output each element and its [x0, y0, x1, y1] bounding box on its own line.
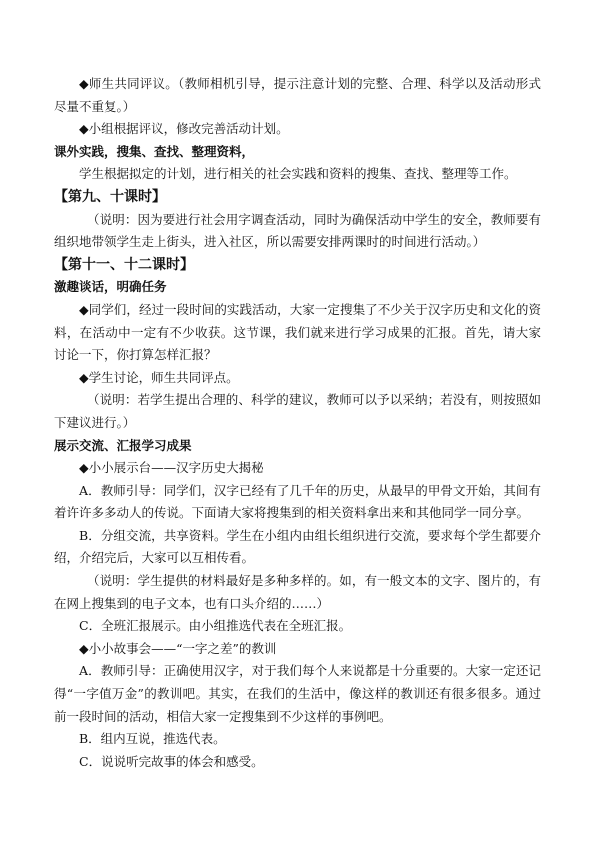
section-heading-task: 激趣谈话，明确任务: [54, 279, 167, 295]
paragraph-step-c: C．全班汇报展示。由小组推选代表在全班汇报。: [79, 618, 352, 634]
lesson-heading-9-10: 【第九、十课时】: [54, 188, 166, 205]
paragraph-discussion: ◆学生讨论，师生共同评点。: [79, 369, 239, 385]
paragraph-story-a: A．教师引导：正确使用汉字，对于我们每个人来说都是十分重要的。大家一定还记得“一字值万金”的教训吧。其实，在我们的生活中，像这样的教训还有很多很多。通过前一段时间的活动，相信大家一定搜集到不少这样的事例吧。: [54, 663, 541, 724]
paragraph-note-survey: （说明：因为要进行社会用字调查活动，同时为确保活动中学生的安全，教师要有组织地带领学生走上街头，进入社区，所以需要安排两课时的时间进行活动。）: [54, 211, 541, 250]
paragraph-note-suggestion: （说明：若学生提出合理的、科学的建议，教师可以予以采纳；若没有，则按照如下建议进行。）: [54, 392, 541, 430]
paragraph-story-c: C．说说听完故事的体会和感受。: [79, 753, 264, 769]
paragraph-story-title: ◆小小故事会——“一字之差”的教训: [79, 640, 277, 656]
section-heading-report: 展示交流、汇报学习成果: [54, 437, 192, 453]
paragraph-step-b: B．分组交流，共享资料。学生在小组内由组长组织进行交流，要求每个学生都要介绍，介绍完后，大家可以互相传看。: [54, 527, 541, 566]
paragraph-intro: ◆同学们，经过一段时间的实践活动，大家一定搜集了不少关于汉字历史和文化的资料，在活动中一定有不少收获。这节课，我们就来进行学习成果的汇报。首先，请大家讨论一下，你打算怎样汇报？: [54, 301, 541, 363]
lesson-heading-11-12: 【第十一、十二课时】: [54, 256, 194, 273]
paragraph-step-a: A．教师引导：同学们，汉字已经有了几千年的历史，从最早的甲骨文开始，其间有着许许多多动人的传说。下面请大家将搜集到的相关资料拿出来和其他同学一同分享。: [54, 482, 541, 521]
paragraph-practice: 学生根据拟定的计划，进行相关的社会实践和资料的搜集、查找、整理等工作。: [79, 166, 517, 182]
paragraph-revise-plan: ◆小组根据评议，修改完善活动计划。: [79, 121, 289, 137]
paragraph-note-materials: （说明：学生提供的材料最好是多种多样的。如，有一般文本的文字、图片的，有在网上搜集到的电子文本，也有口头介绍的……）: [54, 573, 541, 611]
paragraph-story-b: B．组内互说，推选代表。: [79, 731, 226, 747]
section-heading-practice: 课外实践，搜集、查找、整理资料，: [54, 143, 255, 159]
paragraph-peer-review: ◆师生共同评议。（教师相机引导，提示注意计划的完整、合理、科学以及活动形式尽量不重复。）: [54, 76, 541, 114]
paragraph-showcase-title: ◆小小展示台——汉字历史大揭秘: [79, 460, 264, 476]
